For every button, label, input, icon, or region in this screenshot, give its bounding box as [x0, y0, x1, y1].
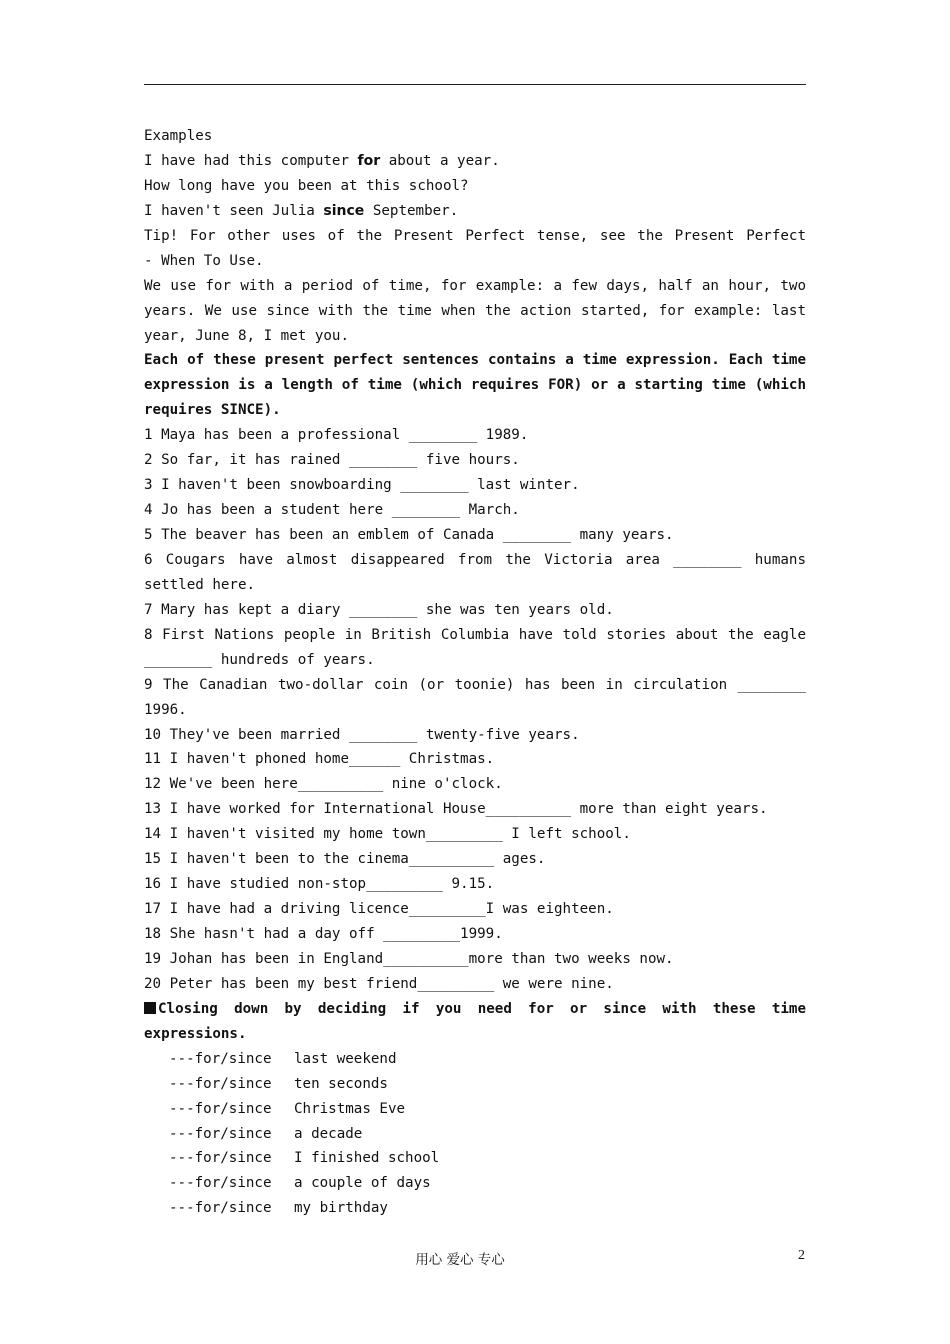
closing-item	[144, 1072, 806, 1097]
example-text: September.	[364, 202, 459, 219]
exercise-item: 14 I haven't visited my home town_________ I left school.	[144, 826, 631, 843]
exercise-item-continued: 1996.	[144, 701, 187, 718]
exercise-item: 19 Johan has been in England__________more than two weeks now.	[144, 950, 674, 967]
closing-item	[144, 1196, 806, 1221]
exercise-item: 4 Jo has been a student here ________ March.	[144, 502, 520, 519]
time-expression: a couple of days	[294, 1175, 431, 1192]
exercise-item: 1 Maya has been a professional ________ 1989.	[144, 427, 529, 444]
for-since-option: ---for/since	[169, 1150, 272, 1167]
closing-item	[144, 1097, 806, 1122]
closing-item	[144, 1047, 806, 1072]
time-expression: a decade	[294, 1125, 363, 1142]
exercise-item-continued: ________ hundreds of years.	[144, 651, 375, 668]
exercise-item: 11 I haven't phoned home______ Christmas.	[144, 751, 495, 768]
closing-heading	[144, 997, 806, 1022]
closing-item	[144, 1146, 806, 1171]
page-number: 2	[798, 1248, 805, 1263]
exercise-item: 10 They've been married ________ twenty-five years.	[144, 726, 580, 743]
exercise-item: 2 So far, it has rained ________ five hours.	[144, 452, 520, 469]
exercise-item: 8 First Nations people in British Columbia have told stories about the eagle	[144, 626, 806, 643]
page-footer	[0, 1248, 950, 1268]
examples-heading: Examples	[144, 128, 213, 144]
tip-line: - When To Use.	[144, 252, 264, 269]
example-text: I have had this computer	[144, 152, 358, 169]
time-expression: Christmas Eve	[294, 1100, 406, 1117]
exercise-item: 7 Mary has kept a diary ________ she was ten years old.	[144, 601, 614, 618]
exercise-item: 3 I haven't been snowboarding ________ last winter.	[144, 477, 580, 494]
time-expression: last weekend	[294, 1050, 397, 1067]
exercise-item: 12 We've been here__________ nine o'clock.	[144, 776, 503, 793]
header-rule	[144, 84, 806, 85]
example-text: I haven't seen Julia	[144, 202, 324, 219]
rule-line: We use for with a period of time, for example: a few days, half an hour, two	[144, 277, 806, 294]
closing-heading-continued: expressions.	[144, 1025, 247, 1042]
for-since-option: ---for/since	[169, 1200, 272, 1217]
example-sentence-2: How long have you been at this school?	[144, 177, 469, 194]
closing-item	[144, 1171, 806, 1196]
for-since-option: ---for/since	[169, 1100, 272, 1117]
instructions-line: Each of these present perfect sentences contains a time expression. Each time	[144, 352, 806, 369]
exercise-item: 9 The Canadian two-dollar coin (or toonie) has been in circulation ________	[144, 676, 806, 693]
example-sentence-1	[144, 149, 806, 174]
exercise-item: 18 She hasn't had a day off _________1999.	[144, 926, 503, 942]
exercise-item: 6 Cougars have almost disappeared from the Victoria area ________ humans	[144, 551, 806, 568]
exercise-item: 20 Peter has been my best friend_________ we were nine.	[144, 975, 614, 992]
exercise-item: 13 I have worked for International House__________ more than eight years.	[144, 801, 768, 818]
instructions-line: expression is a length of time (which requires FOR) or a starting time (which	[144, 377, 806, 394]
example-sentence-3	[144, 199, 806, 224]
time-expression: I finished school	[294, 1150, 440, 1167]
exercise-item: 17 I have had a driving licence_________I was eighteen.	[144, 901, 614, 918]
exercise-list	[144, 423, 806, 997]
time-expression: ten seconds	[294, 1075, 388, 1092]
exercise-item-continued: settled here.	[144, 576, 256, 593]
closing-heading-text: Closing down by deciding if you need for or since with these time	[158, 1000, 806, 1017]
for-since-option: ---for/since	[169, 1175, 272, 1192]
closing-item	[144, 1122, 806, 1147]
example-text: about a year.	[380, 152, 500, 169]
instructions-line: requires SINCE).	[144, 402, 281, 419]
footer-motto: 用心 爱心 专心	[415, 1252, 505, 1268]
for-since-option: ---for/since	[169, 1125, 272, 1142]
keyword-for: for	[357, 152, 381, 169]
exercise-item: 15 I haven't been to the cinema__________ ages.	[144, 851, 546, 868]
for-since-option: ---for/since	[169, 1075, 272, 1092]
rule-line: years. We use since with the time when the action started, for example: last	[144, 302, 806, 319]
exercise-item: 16 I have studied non-stop_________ 9.15.	[144, 876, 495, 893]
page-content	[144, 124, 806, 1221]
for-since-option: ---for/since	[169, 1050, 272, 1067]
black-square-icon	[144, 1002, 156, 1014]
time-expression: my birthday	[294, 1200, 388, 1217]
tip-line: Tip! For other uses of the Present Perfect tense, see the Present Perfect	[144, 227, 806, 244]
exercise-item: 5 The beaver has been an emblem of Canada ________ many years.	[144, 527, 674, 543]
rule-line: year, June 8, I met you.	[144, 327, 349, 344]
keyword-since: since	[323, 202, 365, 219]
closing-list	[144, 1047, 806, 1222]
